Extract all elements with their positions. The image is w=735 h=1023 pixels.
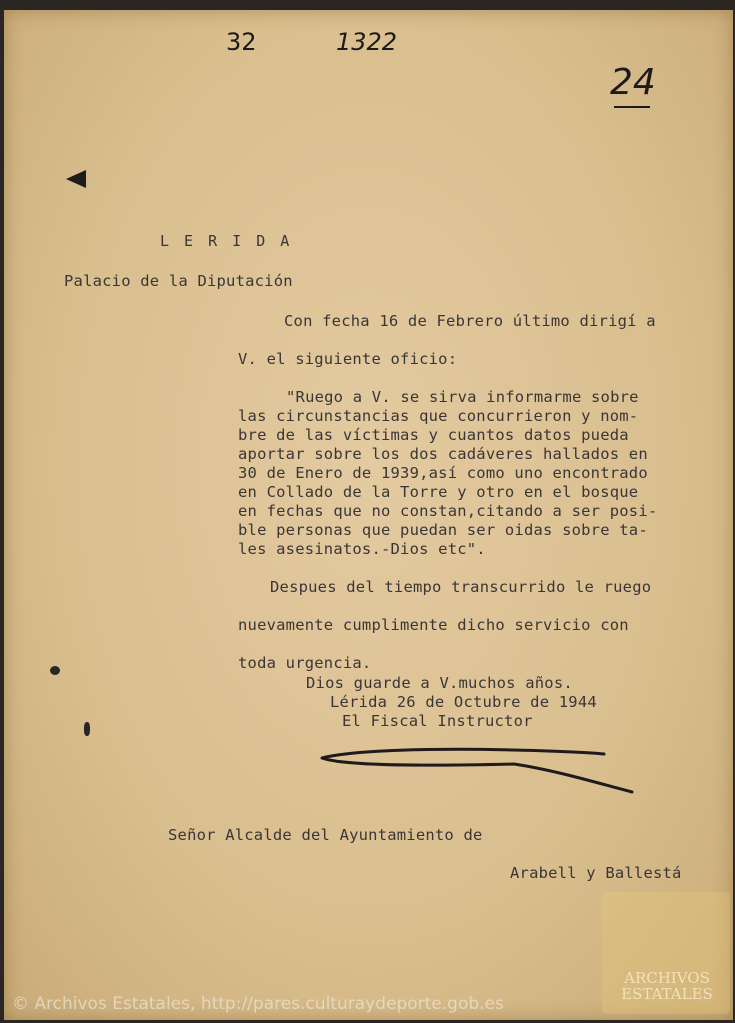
archive-seal-text: ARCHIVOS ESTATALES [621, 969, 713, 1003]
margin-ink-spot [84, 722, 90, 736]
quoted-line: ble personas que puedan ser oidas sobre ta- [238, 521, 648, 539]
signature [314, 736, 644, 798]
body-line: toda urgencia. [238, 654, 372, 672]
margin-arrow-mark [66, 170, 86, 188]
body-line: nuevamente cumplimente dicho servicio con [238, 616, 629, 634]
quoted-line: 30 de Enero de 1939,así como uno encontrado [238, 464, 648, 482]
body-line: Despues del tiempo transcurrido le ruego [270, 578, 652, 596]
quoted-line: bre de las víctimas y cuantos datos pueda [238, 426, 629, 444]
quoted-line: en Collado de la Torre y otro en el bosque [238, 483, 639, 501]
document-page [4, 10, 733, 1020]
quoted-line: las circunstancias que concurrieron y nom- [238, 407, 639, 425]
body-line: Con fecha 16 de Febrero último dirigí a [284, 312, 656, 330]
city-heading: L E R I D A [160, 232, 293, 250]
quoted-line: aportar sobre los dos cadáveres hallados en [238, 445, 648, 463]
recipient-line: Señor Alcalde del Ayuntamiento de [168, 826, 483, 844]
page-annotation: 24 [610, 62, 656, 103]
recipient-municipality: Arabell y Ballestá [510, 864, 682, 882]
date-line: Lérida 26 de Octubre de 1944 [330, 693, 597, 711]
closing-line: Dios guarde a V.muchos años. [306, 674, 573, 692]
year-annotation: 1322 [336, 28, 398, 56]
copyright-watermark: © Archivos Estatales, http://pares.culturaydeporte.gob.es [12, 994, 504, 1014]
sender-place: Palacio de la Diputación [64, 272, 293, 290]
signatory-title: El Fiscal Instructor [342, 712, 533, 730]
margin-ink-spot [50, 666, 60, 675]
quoted-line: en fechas que no constan,citando a ser posi- [238, 502, 658, 520]
quoted-line: les asesinatos.-Dios etc". [238, 540, 486, 558]
body-line: V. el siguiente oficio: [238, 350, 458, 368]
quoted-line: "Ruego a V. se sirva informarme sobre [286, 388, 639, 406]
page-annotation-underline [614, 106, 650, 108]
folio-number: 32 [226, 28, 257, 56]
